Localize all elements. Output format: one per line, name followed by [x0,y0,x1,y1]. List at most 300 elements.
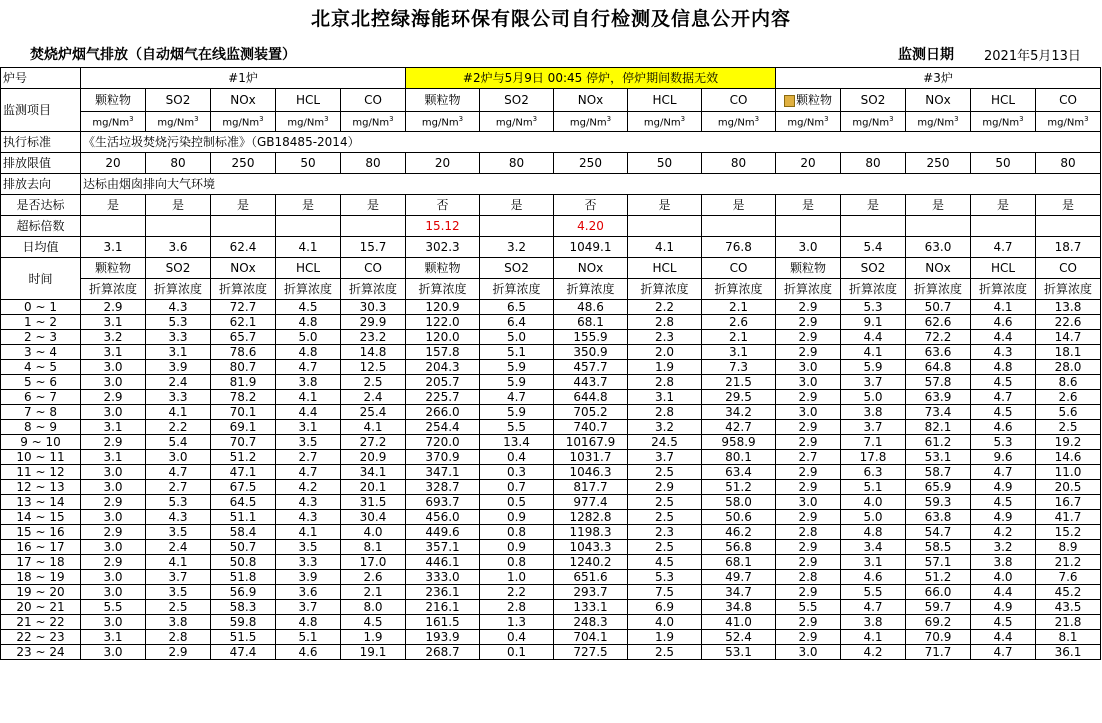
hour-value: 266.0 [406,405,480,420]
hour-value: 3.6 [276,585,341,600]
hour-value: 740.7 [554,420,628,435]
hour-value: 51.2 [211,450,276,465]
converted-label: 折算浓度 [971,279,1036,300]
converted-label: 折算浓度 [406,279,480,300]
unit-text: mg/Nm [92,117,130,129]
hour-value: 3.0 [81,540,146,555]
hour-value: 5.1 [276,630,341,645]
unit-superscript: 3 [606,115,612,124]
hour-value: 3.0 [81,510,146,525]
hour-value: 52.4 [702,630,776,645]
destination-text: 达标由烟囱排向大气环境 [81,174,1101,195]
hour-value: 2.9 [81,435,146,450]
hour-value: 21.5 [702,375,776,390]
hour-range: 6 ~ 7 [1,390,81,405]
hour-value: 3.8 [276,375,341,390]
hour-range: 10 ~ 11 [1,450,81,465]
compliance-value: 是 [1036,195,1101,216]
hour-value: 3.9 [276,570,341,585]
daily-avg-value: 63.0 [906,237,971,258]
hour-range: 2 ~ 3 [1,330,81,345]
hour-value: 50.7 [906,300,971,315]
hour-value: 3.0 [81,465,146,480]
limit-value: 80 [702,153,776,174]
exceed-value [776,216,841,237]
hour-value: 6.4 [480,315,554,330]
compliance-value: 是 [841,195,906,216]
hour-value: 4.8 [841,525,906,540]
hour-value: 350.9 [554,345,628,360]
compliance-value: 是 [211,195,276,216]
hour-value: 4.5 [971,405,1036,420]
hour-value: 2.9 [628,480,702,495]
hour-value: 2.9 [776,480,841,495]
hour-value: 16.7 [1036,495,1101,510]
hour-value: 3.7 [841,420,906,435]
hour-value: 2.8 [146,630,211,645]
hour-value: 58.0 [702,495,776,510]
exceed-value [480,216,554,237]
hour-value: 4.6 [841,570,906,585]
pollutant-header: HCL [971,89,1036,112]
exceed-value [841,216,906,237]
hour-value: 4.8 [276,345,341,360]
hour-value: 2.9 [776,390,841,405]
hour-value: 4.3 [276,495,341,510]
hour-value: 54.7 [906,525,971,540]
hour-value: 2.4 [146,375,211,390]
compliant-label: 是否达标 [1,195,81,216]
hour-value: 4.2 [841,645,906,660]
hour-value: 2.5 [628,465,702,480]
converted-label: 折算浓度 [906,279,971,300]
hour-value: 59.8 [211,615,276,630]
unit-text: mg/Nm [157,117,195,129]
hour-value: 120.9 [406,300,480,315]
pollutant-header-label: 颗粒物 [795,93,832,107]
hour-value: 5.9 [841,360,906,375]
compliance-value: 是 [628,195,702,216]
hour-value: 2.9 [81,495,146,510]
lower-pollutant-header: NOx [906,258,971,279]
hour-value: 51.2 [906,570,971,585]
hour-value: 2.5 [1036,420,1101,435]
table-row [1,480,1101,495]
table-row [1,525,1101,540]
hour-value: 4.1 [841,630,906,645]
hour-value: 4.7 [146,465,211,480]
hour-value: 4.4 [276,405,341,420]
hour-value: 2.9 [776,420,841,435]
hour-value: 2.4 [341,390,406,405]
hour-value: 28.0 [1036,360,1101,375]
hour-value: 20.9 [341,450,406,465]
hour-value: 2.9 [776,540,841,555]
unit-cell [480,112,554,132]
hour-value: 3.0 [81,405,146,420]
hour-value: 5.5 [81,600,146,615]
daily-avg-value: 15.7 [341,237,406,258]
hour-value: 1031.7 [554,450,628,465]
hour-value: 2.2 [628,300,702,315]
hour-value: 5.3 [146,495,211,510]
limit-value: 20 [776,153,841,174]
hour-value: 727.5 [554,645,628,660]
hour-value: 3.9 [146,360,211,375]
hour-value: 48.6 [554,300,628,315]
hour-value: 8.1 [1036,630,1101,645]
section-subtitle: 焚烧炉烟气排放（自动烟气在线监测装置） [30,47,296,63]
unit-superscript: 3 [129,115,134,124]
hour-value: 68.1 [702,555,776,570]
limit-value: 50 [276,153,341,174]
hour-value: 66.0 [906,585,971,600]
hour-value: 41.0 [702,615,776,630]
hour-value: 29.9 [341,315,406,330]
unit-superscript: 3 [389,115,394,124]
hour-value: 29.5 [702,390,776,405]
hour-value: 3.1 [81,450,146,465]
hour-value: 19.1 [341,645,406,660]
hour-value: 63.6 [906,345,971,360]
compliance-value: 是 [971,195,1036,216]
hour-value: 4.4 [841,330,906,345]
pollutant-header: 颗粒物 [81,89,146,112]
hour-value: 25.4 [341,405,406,420]
converted-label: 折算浓度 [211,279,276,300]
exceed-label: 超标倍数 [1,216,81,237]
hour-value: 5.5 [480,420,554,435]
limit-value: 50 [971,153,1036,174]
hour-value: 0.4 [480,450,554,465]
unit-superscript: 3 [1019,115,1024,124]
hour-value: 3.0 [81,645,146,660]
hour-value: 2.8 [628,315,702,330]
hour-value: 446.1 [406,555,480,570]
hour-value: 3.0 [81,375,146,390]
hour-value: 59.7 [906,600,971,615]
limit-value: 20 [81,153,146,174]
hour-value: 4.1 [276,390,341,405]
compliance-value: 是 [341,195,406,216]
hour-value: 2.3 [628,525,702,540]
table-row [1,495,1101,510]
hour-value: 50.7 [211,540,276,555]
hour-value: 65.9 [906,480,971,495]
table-row [1,330,1101,345]
hour-value: 58.5 [906,540,971,555]
hour-value: 3.1 [702,345,776,360]
table-row [1,375,1101,390]
hour-value: 14.8 [341,345,406,360]
unit-superscript: 3 [458,115,464,124]
hour-value: 59.3 [906,495,971,510]
daily-avg-value: 4.7 [971,237,1036,258]
unit-cell [211,112,276,132]
daily-avg-value: 3.6 [146,237,211,258]
hour-value: 72.2 [906,330,971,345]
converted-label: 折算浓度 [841,279,906,300]
hour-value: 2.6 [1036,390,1101,405]
hour-value: 23.2 [341,330,406,345]
hour-value: 4.5 [971,495,1036,510]
table-row [1,585,1101,600]
hour-value: 4.1 [971,300,1036,315]
hour-value: 3.2 [81,330,146,345]
unit-cell [841,112,906,132]
compliance-value: 是 [702,195,776,216]
emission-table [0,67,1101,660]
hour-value: 56.9 [211,585,276,600]
hour-value: 958.9 [702,435,776,450]
table-row [1,420,1101,435]
hour-value: 2.2 [146,420,211,435]
hour-value: 0.4 [480,630,554,645]
unit-text: mg/Nm [287,117,325,129]
hour-value: 5.0 [841,510,906,525]
table-row [1,345,1101,360]
unit-superscript: 3 [194,115,199,124]
standard-label: 执行标准 [1,132,81,153]
hour-value: 705.2 [554,405,628,420]
hour-range: 9 ~ 10 [1,435,81,450]
hour-value: 3.7 [841,375,906,390]
unit-text: mg/Nm [852,117,890,129]
date-label: 监测日期 [898,47,954,63]
hour-range: 11 ~ 12 [1,465,81,480]
hour-value: 3.0 [776,375,841,390]
hour-value: 12.5 [341,360,406,375]
hour-value: 449.6 [406,525,480,540]
hour-value: 78.2 [211,390,276,405]
hour-range: 16 ~ 17 [1,540,81,555]
hour-value: 155.9 [554,330,628,345]
unit-superscript: 3 [954,115,959,124]
hour-value: 651.6 [554,570,628,585]
table-row [1,540,1101,555]
lower-pollutant-header: 颗粒物 [776,258,841,279]
hour-value: 42.7 [702,420,776,435]
unit-superscript: 3 [824,115,829,124]
hour-value: 2.5 [628,645,702,660]
hour-value: 3.8 [971,555,1036,570]
hour-value: 2.1 [702,330,776,345]
hour-value: 63.8 [906,510,971,525]
hour-value: 2.9 [776,330,841,345]
hour-value: 5.0 [276,330,341,345]
pollutant-header: NOx [211,89,276,112]
hour-value: 4.6 [971,420,1036,435]
hour-range: 19 ~ 20 [1,585,81,600]
hour-range: 22 ~ 23 [1,630,81,645]
hour-value: 720.0 [406,435,480,450]
lower-pollutant-header: CO [1036,258,1101,279]
hour-value: 21.8 [1036,615,1101,630]
hour-value: 2.3 [628,330,702,345]
pollutant-header: HCL [628,89,702,112]
hour-value: 0.1 [480,645,554,660]
hour-value: 50.6 [702,510,776,525]
hour-value: 2.9 [776,435,841,450]
daily-avg-value: 3.0 [776,237,841,258]
hour-value: 5.3 [146,315,211,330]
compliance-value: 否 [406,195,480,216]
daily-avg-value: 3.1 [81,237,146,258]
hour-value: 644.8 [554,390,628,405]
hour-value: 977.4 [554,495,628,510]
hour-value: 133.1 [554,600,628,615]
hour-value: 3.3 [276,555,341,570]
hour-value: 204.3 [406,360,480,375]
hour-value: 73.4 [906,405,971,420]
pollutant-header: SO2 [841,89,906,112]
hour-value: 3.7 [146,570,211,585]
daily-avg-value: 3.2 [480,237,554,258]
converted-label: 折算浓度 [776,279,841,300]
hour-range: 14 ~ 15 [1,510,81,525]
hour-range: 12 ~ 13 [1,480,81,495]
hour-value: 4.8 [276,615,341,630]
hour-value: 4.3 [146,510,211,525]
exceed-value: 15.12 [406,216,480,237]
hour-value: 34.2 [702,405,776,420]
lower-pollutant-header: SO2 [480,258,554,279]
hour-value: 4.2 [971,525,1036,540]
hour-value: 8.1 [341,540,406,555]
compliance-value: 是 [81,195,146,216]
hour-value: 13.8 [1036,300,1101,315]
hour-value: 51.5 [211,630,276,645]
unit-cell [81,112,146,132]
compliance-value: 是 [906,195,971,216]
hour-value: 254.4 [406,420,480,435]
hour-value: 4.2 [276,480,341,495]
pollutant-header: CO [702,89,776,112]
hour-value: 3.0 [776,645,841,660]
hour-value: 62.6 [906,315,971,330]
hour-value: 53.1 [702,645,776,660]
hour-value: 4.3 [276,510,341,525]
hour-value: 3.0 [81,615,146,630]
converted-label: 折算浓度 [1036,279,1101,300]
hour-value: 3.5 [276,540,341,555]
unit-text: mg/Nm [717,117,755,129]
hour-value: 4.1 [146,405,211,420]
hour-value: 2.9 [776,345,841,360]
hour-value: 21.2 [1036,555,1101,570]
daily-avg-value: 4.1 [276,237,341,258]
hour-value: 58.4 [211,525,276,540]
hour-value: 3.0 [81,585,146,600]
hour-value: 57.8 [906,375,971,390]
hour-value: 347.1 [406,465,480,480]
table-row [1,405,1101,420]
hour-value: 51.8 [211,570,276,585]
limit-value: 50 [628,153,702,174]
hour-value: 4.5 [971,615,1036,630]
limit-value: 80 [341,153,406,174]
furnace-1-header: #1炉 [81,68,406,89]
unit-cell [906,112,971,132]
unit-cell [341,112,406,132]
hour-value: 333.0 [406,570,480,585]
converted-label: 折算浓度 [341,279,406,300]
hour-value: 4.6 [276,645,341,660]
unit-text: mg/Nm [787,117,825,129]
hour-value: 3.1 [628,390,702,405]
lower-pollutant-header: SO2 [841,258,906,279]
hour-value: 2.8 [480,600,554,615]
hour-value: 157.8 [406,345,480,360]
hour-value: 3.0 [81,570,146,585]
exceed-value [628,216,702,237]
lower-pollutant-header: HCL [628,258,702,279]
hour-value: 3.1 [276,420,341,435]
hour-value: 4.9 [971,510,1036,525]
hour-value: 2.5 [628,540,702,555]
hour-value: 15.2 [1036,525,1101,540]
table-row [1,360,1101,375]
hour-value: 3.0 [81,360,146,375]
hour-value: 49.7 [702,570,776,585]
hour-value: 47.4 [211,645,276,660]
unit-cell [702,112,776,132]
hour-value: 5.1 [841,480,906,495]
hour-value: 2.9 [776,300,841,315]
hour-range: 15 ~ 16 [1,525,81,540]
table-row [1,645,1101,660]
hour-value: 4.0 [628,615,702,630]
limit-value: 80 [480,153,554,174]
hour-value: 4.7 [276,360,341,375]
hour-value: 17.0 [341,555,406,570]
hour-value: 3.0 [776,405,841,420]
hour-value: 9.6 [971,450,1036,465]
hour-value: 27.2 [341,435,406,450]
hour-value: 4.1 [276,525,341,540]
hour-value: 3.1 [81,420,146,435]
hour-value: 22.6 [1036,315,1101,330]
hour-value: 17.8 [841,450,906,465]
furnace-2-header: #2炉与5月9日 00:45 停炉，停炉期间数据无效 [406,68,776,89]
hour-value: 2.0 [628,345,702,360]
hour-value: 68.1 [554,315,628,330]
table-row [1,315,1101,330]
hour-value: 161.5 [406,615,480,630]
hour-value: 3.0 [81,480,146,495]
hour-value: 3.2 [971,540,1036,555]
converted-label: 折算浓度 [628,279,702,300]
table-row [1,465,1101,480]
furnace-3-header: #3炉 [776,68,1101,89]
hour-value: 2.9 [776,585,841,600]
exceed-value [146,216,211,237]
daily-avg-value: 302.3 [406,237,480,258]
hour-value: 0.3 [480,465,554,480]
unit-superscript: 3 [1084,115,1089,124]
exceed-value [1036,216,1101,237]
hour-value: 457.7 [554,360,628,375]
hour-value: 2.6 [341,570,406,585]
hour-value: 63.9 [906,390,971,405]
pollutant-header: NOx [554,89,628,112]
hour-value: 4.8 [276,315,341,330]
hour-value: 4.4 [971,630,1036,645]
hour-value: 19.2 [1036,435,1101,450]
hour-value: 67.5 [211,480,276,495]
hour-value: 2.2 [480,585,554,600]
hour-value: 34.1 [341,465,406,480]
